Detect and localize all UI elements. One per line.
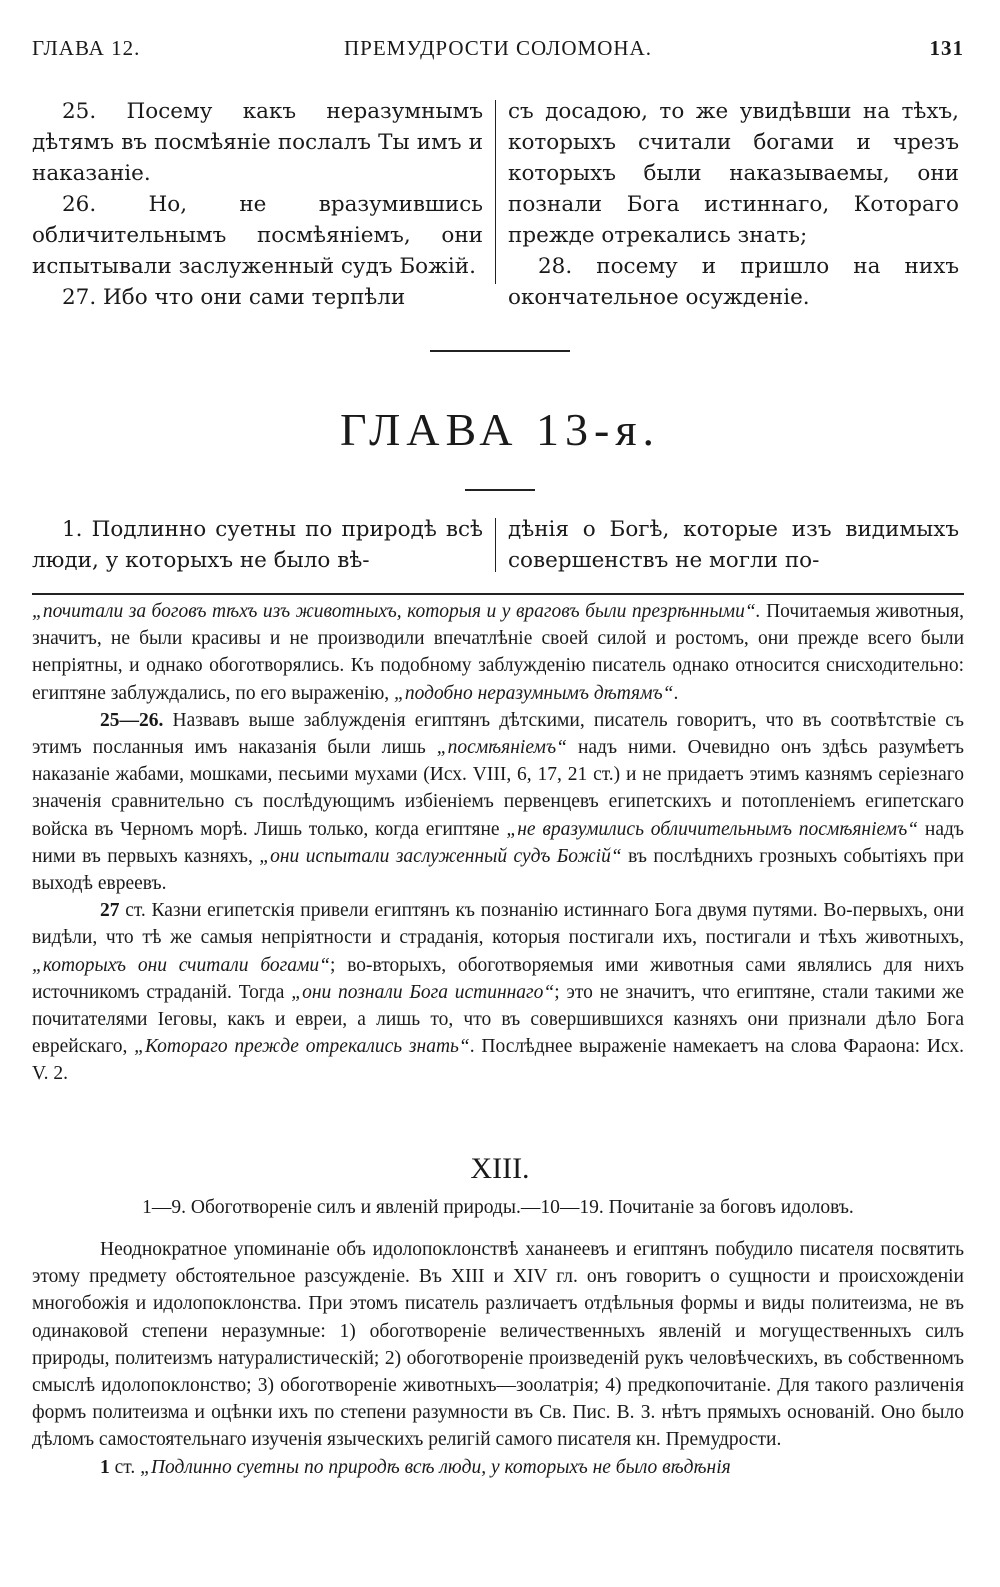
section-summary: 1—9. Обоготвореніе силъ и явленій природы.—10—19. Почитаніе за боговъ идоловъ.	[142, 1197, 854, 1218]
column-divider	[495, 100, 496, 284]
commentary-text: ; это не значитъ, что египтяне, стали такими же почитателями Іеговы, какъ и евреи, а лишь то, что въ совершившихся казняхъ они признали дѣло Бога еврейскаго,	[32, 981, 964, 1058]
column-divider	[495, 518, 496, 572]
commentary-paragraph	[32, 598, 964, 707]
quotation: „которыхъ они считали богами“	[32, 954, 331, 976]
verse-1-continued: дѣнія о Богѣ, которые изъ видимыхъ совершенствъ не могли по-	[508, 517, 959, 573]
section-heading: XIII.	[470, 1152, 530, 1185]
commentary-text: надъ ними. Очевидно онъ здѣсь разумѣетъ наказаніе жабами, мошками, песьими мухами (Исх. VIII, 6, 17, 21 ст.) и не придаетъ этимъ казнямъ серіезнаго значенія сравнительно съ послѣдующимъ избіеніемъ первенцевъ египетскихъ и потопленіемъ египетскаго войска въ Черномъ морѣ. Лишь только, когда египтяне	[32, 737, 964, 840]
commentary-text: въ послѣднихъ грозныхъ событіяхъ при выходѣ евреевъ.	[32, 845, 964, 895]
commentary-text: Почитаемыя животныя, значитъ, не были красивы и не производили впечатлѣніе своей силой и ростомъ, они прежде всего были непріятны, и однако обоготворялись. Къ подобному заблужденію писатель однако относится снисходительно: египтяне заблуждались, по его выраженію,	[32, 601, 964, 704]
commentary-paragraph: Неоднократное упоминаніе объ идолопоклонствѣ хананеевъ и египтянъ побудило писателя посвятить этому предмету обстоятельное разсужденіе. Въ XIII и XIV гл. онъ говоритъ о сущности и происхожденіи многобожія и идолопоклонства. При этомъ писатель различаетъ отдѣльныя формы и виды политеизма, не въ одинаковой степени неразумные: 1) обоготвореніе величественныхъ явленій и могущественныхъ силъ природы, политеизмъ натуралистическій; 2) обоготвореніе произведеній рукъ человѣческихъ, въ собственномъ смыслѣ идолопоклонство; 3) обоготвореніе животныхъ—зоолатрія; 4) предкопочитаніе. Для такого различенія формъ политеизма и оцѣнки ихъ по степени разумности въ Св. Пис. В. З. нѣтъ прямыхъ основаній. Оно было дѣломъ самостоятельнаго изученія языческихъ религій самого писателя кн. Премудрости.	[32, 1239, 964, 1451]
quotation: „Котораго прежде отрекались знать“	[134, 1036, 470, 1058]
left-column	[32, 96, 483, 313]
commentary-text: .	[673, 682, 679, 704]
commentary-text: ; во-вторыхъ, обоготворяемыя ими животныя сами являлись для нихъ источникомъ страданій. Тогда	[32, 954, 964, 1003]
left-column	[32, 514, 483, 576]
quotation: „подобно неразумнымъ дѣтямъ“	[394, 682, 674, 704]
commentary-text: ст.	[109, 1456, 141, 1478]
verse-26: 26. Но, не вразумившись обличительнымъ посмѣяніемъ, они испытывали заслуженный судъ Божій.	[32, 192, 483, 279]
verse-reference: 25—26.	[100, 709, 164, 731]
section-divider	[430, 350, 570, 352]
header-book-title: ПРЕМУДРОСТИ СОЛОМОНА.	[344, 36, 652, 60]
quotation: „они испытали заслуженный судъ Божій“	[259, 845, 622, 867]
quotation: „не вразумились обличительнымъ посмѣяніемъ“	[506, 818, 919, 840]
quotation: „посмѣяніемъ“	[436, 737, 567, 759]
chapter13-verses	[32, 514, 964, 584]
verse-1: 1. Подлинно суетны по природѣ всѣ люди, у которыхъ не было вѣ-	[32, 517, 483, 573]
quotation: „Подлинно суетны по природѣ всѣ люди, у которыхъ не было вѣдѣнія	[140, 1456, 731, 1478]
commentary-paragraph	[32, 1454, 964, 1481]
quotation: „они познали Бога истиннаго“	[291, 981, 555, 1003]
page-number: 131	[929, 36, 964, 60]
running-header	[32, 36, 964, 70]
chapter-title: ГЛАВА 13-я.	[339, 404, 661, 455]
right-column	[508, 96, 959, 313]
chapter12-verses	[32, 96, 964, 310]
commentary-chapter12	[32, 598, 964, 1088]
commentary-text: ст. Казни египетскія привели египтянъ къ познанію истиннаго Бога двумя путями. Во-первыхъ, они видѣли, что тѣ же самыя непріятности и страданія, которыя постигали ихъ, постигали и тѣхъ животныхъ,	[32, 900, 964, 949]
header-chapter: ГЛАВА 12.	[32, 36, 141, 60]
title-underline	[465, 489, 535, 491]
verse-reference: 1	[100, 1456, 110, 1478]
commentary-text: надъ ними въ первыхъ казняхъ,	[32, 818, 964, 867]
verse-25: 25. Посему какъ неразумнымъ дѣтямъ въ посмѣяніе послалъ Ты имъ и наказаніе.	[32, 99, 483, 186]
verse-28: 28. посему и пришло на нихъ окончательное осужденіе.	[508, 254, 959, 310]
commentary-paragraph	[32, 897, 964, 1087]
commentary-text: . Послѣднее выраженіе намекаетъ на слова Фараона: Исх. V. 2.	[32, 1036, 964, 1085]
commentary-separator	[32, 593, 964, 595]
right-column	[508, 514, 959, 576]
verse-27-continued: съ досадою, то же увидѣвши на тѣхъ, которыхъ считали богами и чрезъ которыхъ были наказываемы, они познали Бога истиннаго, Котораго прежде отрекались знать;	[508, 99, 959, 248]
verse-27: 27. Ибо что они сами терпѣли	[62, 285, 406, 310]
commentary-paragraph	[32, 707, 964, 897]
verse-reference: 27	[100, 900, 120, 922]
commentary-chapter13	[32, 1236, 964, 1481]
commentary-text: Назвавъ выше заблужденія египтянъ дѣтскими, писатель говоритъ, что въ соотвѣтствіе съ этимъ посланныя имъ наказанія были лишь	[32, 709, 964, 759]
quotation: „почитали за боговъ тѣхъ изъ животныхъ, которыя и у враговъ были презрѣнными“.	[32, 601, 761, 622]
